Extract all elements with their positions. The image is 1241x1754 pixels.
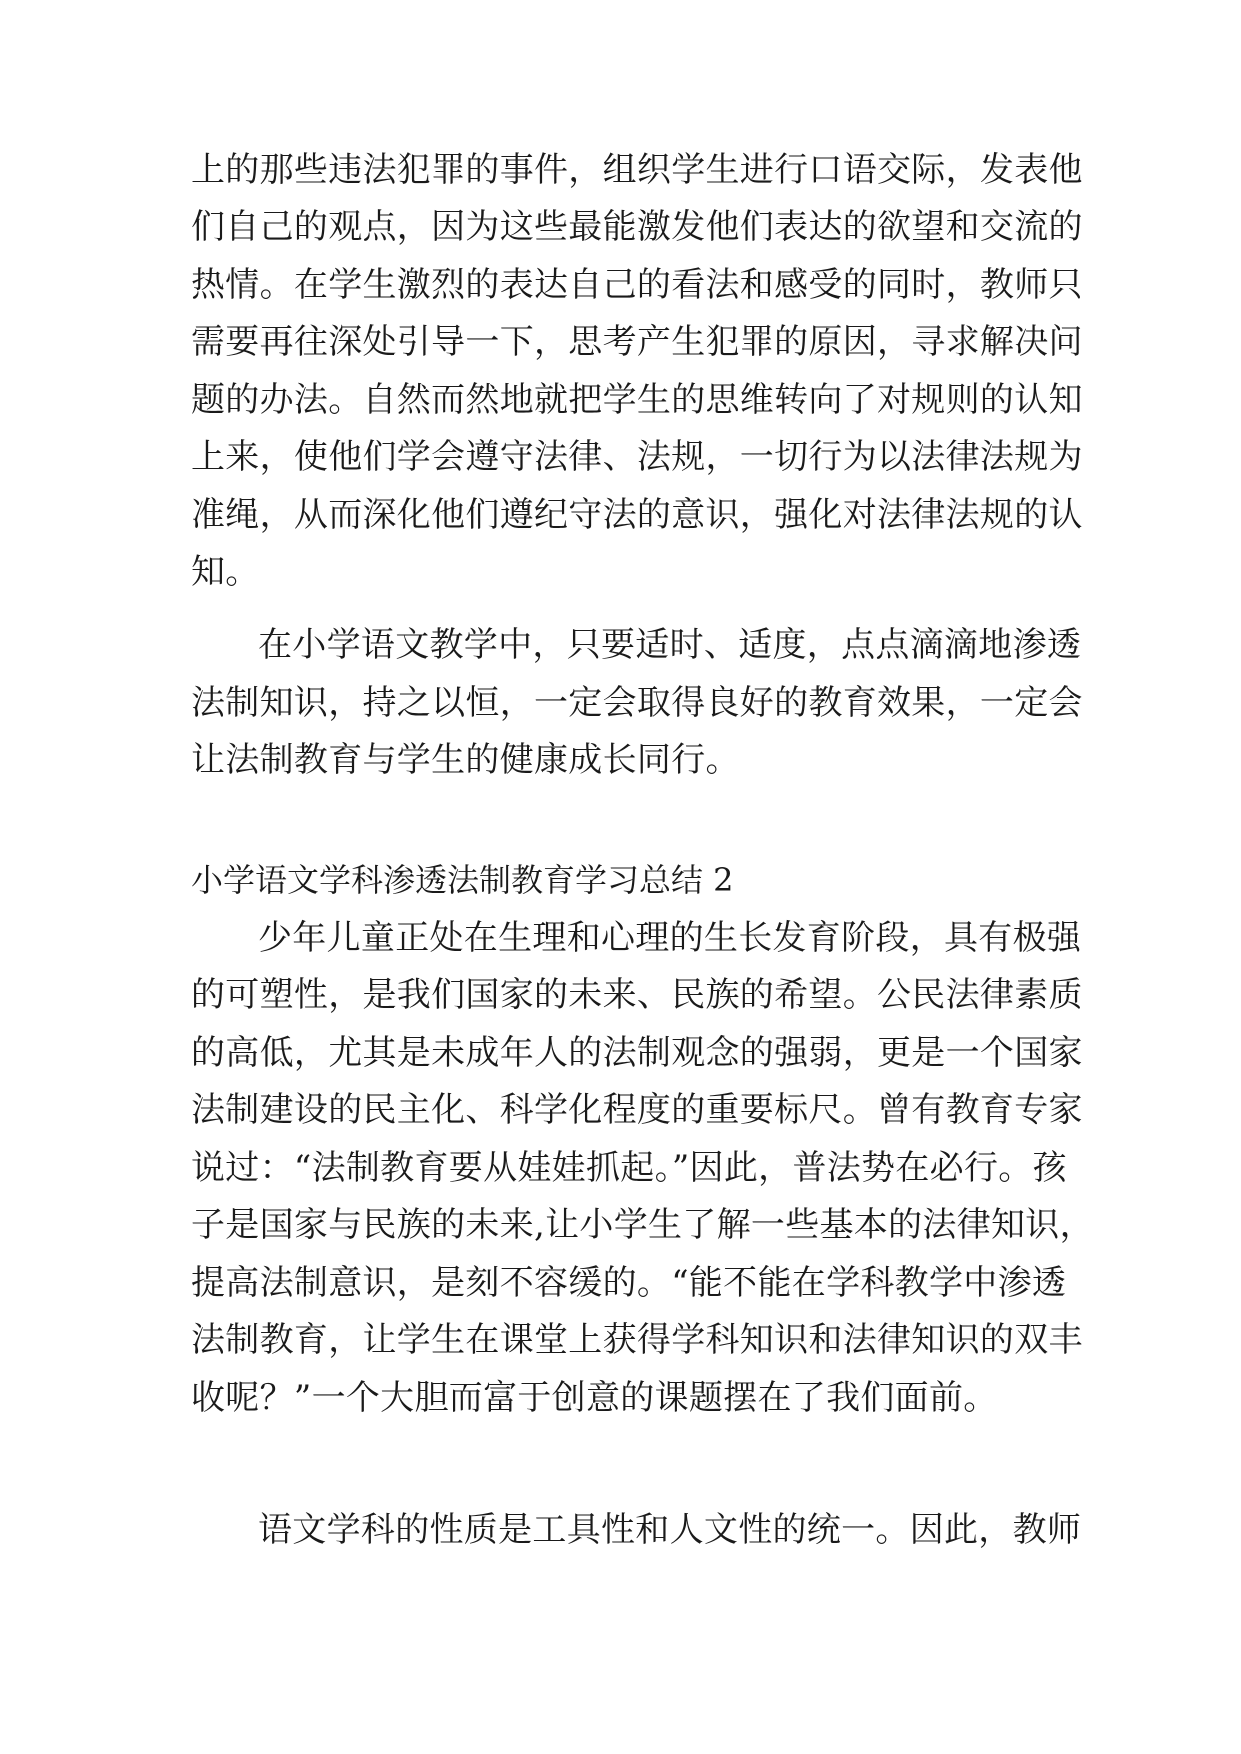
text-line: 准绳，从而深化他们遵纪守法的意识，强化对法律法规的认 (191, 495, 1083, 535)
text-line: 法制建设的民主化、科学化程度的重要标尺。曾有教育专家 (191, 1090, 1083, 1130)
text-line: 子是国家与民族的未来,让小学生了解一些基本的法律知识， (191, 1205, 1094, 1245)
text-line: 上的那些违法犯罪的事件，组织学生进行口语交际，发表他 (191, 150, 1083, 190)
text-line: 语文学科的性质是工具性和人文性的统一。因此，教师 (258, 1510, 1082, 1550)
text-line: 法制教育，让学生在课堂上获得学科知识和法律知识的双丰 (191, 1320, 1083, 1360)
text-line: 让法制教育与学生的健康成长同行。 (191, 740, 740, 780)
text-line: 在小学语文教学中，只要适时、适度，点点滴滴地渗透 (258, 625, 1082, 665)
text-line: 说过：“法制教育要从娃娃抓起。”因此，普法势在必行。孩 (191, 1148, 1067, 1188)
text-line: 的可塑性，是我们国家的未来、民族的希望。公民法律素质 (191, 975, 1083, 1015)
text-line: 热情。在学生激烈的表达自己的看法和感受的同时，教师只 (191, 265, 1083, 305)
text-line: 需要再往深处引导一下，思考产生犯罪的原因，寻求解决问 (191, 322, 1083, 362)
text-line: 提高法制意识，是刻不容缓的。“能不能在学科教学中渗透 (191, 1263, 1067, 1303)
text-line: 法制知识，持之以恒，一定会取得良好的教育效果，一定会 (191, 683, 1083, 723)
text-line: 知。 (191, 552, 260, 592)
text-line: 少年儿童正处在生理和心理的生长发育阶段，具有极强 (258, 918, 1082, 958)
text-line: 们自己的观点，因为这些最能激发他们表达的欲望和交流的 (191, 207, 1083, 247)
text-line: 收呢？”一个大胆而富于创意的课题摆在了我们面前。 (191, 1378, 998, 1418)
text-line: 题的办法。自然而然地就把学生的思维转向了对规则的认知 (191, 380, 1083, 420)
section-title: 小学语文学科渗透法制教育学习总结 2 (191, 861, 734, 899)
text-line: 的高低，尤其是未成年人的法制观念的强弱，更是一个国家 (191, 1033, 1083, 1073)
text-line: 上来，使他们学会遵守法律、法规，一切行为以法律法规为 (191, 437, 1083, 477)
